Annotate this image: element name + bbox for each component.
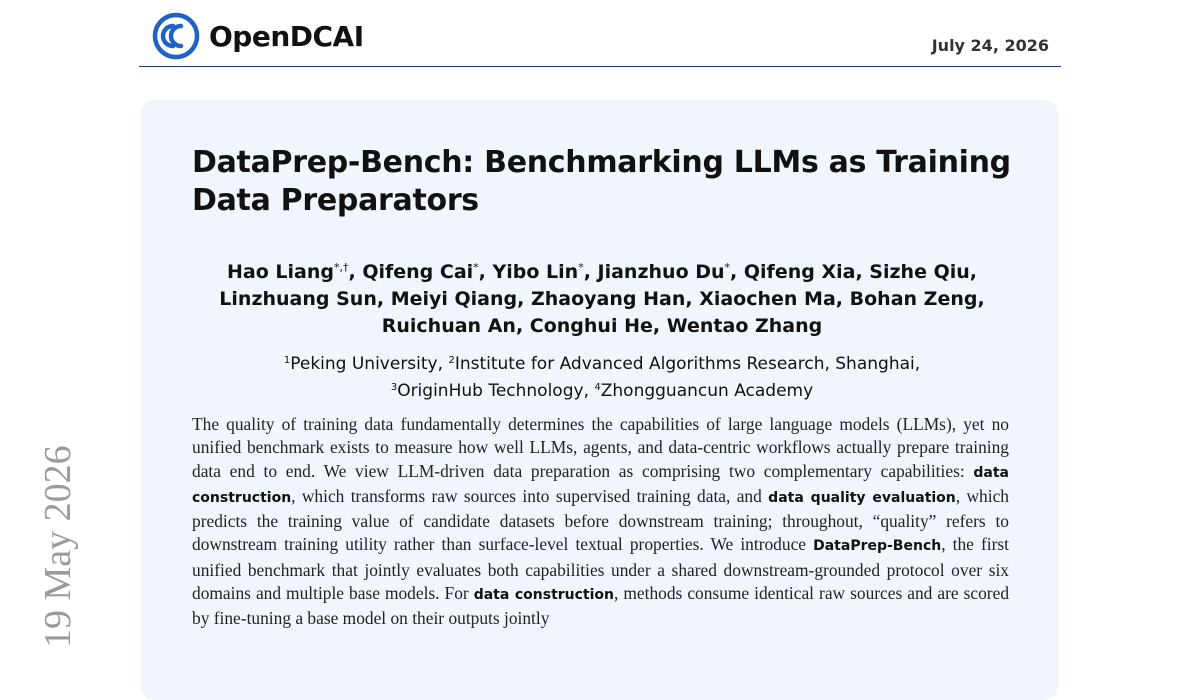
logo-text: OpenDCAI bbox=[209, 19, 364, 53]
affiliation-name: Peking University bbox=[290, 354, 438, 374]
author-name: Xiaochen Ma bbox=[699, 288, 836, 310]
abstract-text: , which predicts the training value of candidate datasets before downstream training; throughout, “quality” refers to downstream training utility rather than surface-level textual properties. We introduce bbox=[192, 485, 1009, 555]
page-header bbox=[139, 0, 1061, 67]
abstract-text: , the first unified benchmark that jointly evaluates both capabilities under a shared downstream-grounded protocol over six domains and multiple base models. For bbox=[192, 534, 1010, 604]
affiliation-marker: 1 bbox=[283, 355, 291, 366]
affiliation-marker: 3 bbox=[390, 382, 398, 393]
abstract-text: , methods consume identical raw sources and are scored by fine-tuning a base model on their outputs jointly bbox=[192, 583, 1010, 629]
author-name: Wentao Zhang bbox=[666, 315, 823, 337]
author-name: Zhaoyang Han bbox=[530, 288, 686, 310]
affiliation-name: Zhongguancun Academy bbox=[600, 381, 814, 401]
author-list: Hao Liang*,†, Qifeng Cai*, Yibo Lin*, Jianzhuo Du*, Qifeng Xia, Sizhe Qiu, Linzhuang Sun, Meiyi Qiang, Zhaoyang Han, Xiaochen Ma, Bohan Zeng, Ruichuan An, Conghui He, Wentao Zhang bbox=[219, 261, 985, 337]
author-name: Ruichuan An bbox=[381, 315, 516, 337]
author-name: Meiyi Qiang bbox=[390, 288, 518, 310]
affiliation-name: OriginHub Technology bbox=[397, 381, 584, 401]
keyword: data construction bbox=[473, 587, 615, 604]
affiliation-marker: 2 bbox=[448, 355, 455, 366]
affiliation-marker: 4 bbox=[594, 382, 601, 393]
logo bbox=[151, 12, 364, 60]
abstract bbox=[192, 413, 1009, 631]
author-marker: * bbox=[724, 261, 731, 274]
opendcai-logo-icon bbox=[151, 12, 201, 60]
author-name: Sizhe Qiu bbox=[869, 261, 970, 283]
keyword: data quality evaluation bbox=[768, 489, 956, 506]
author-marker: * bbox=[578, 261, 584, 274]
author-name: Yibo Lin bbox=[492, 261, 579, 283]
author-marker: *,† bbox=[333, 261, 349, 274]
author-name: Hao Liang bbox=[227, 261, 334, 283]
author-name: Jianzhuo Du bbox=[597, 261, 725, 283]
author-name: Bohan Zeng bbox=[849, 288, 978, 310]
paper-title: DataPrep-Bench: Benchmarking LLMs as Training Data Preparators bbox=[192, 145, 1011, 218]
author-name: Qifeng Cai bbox=[362, 261, 474, 283]
side-date-stamp: 19 May 2026 bbox=[37, 445, 79, 648]
author-name: Conghui He bbox=[529, 315, 653, 337]
affiliation-list: $^1$Peking University, $^2$Institute for Advanced Algorithms Research, Shanghai, $^3$OriginHub Technology, $^4$Zhongguancun Academy bbox=[283, 354, 921, 401]
header-date: July 24, 2026 bbox=[931, 36, 1049, 55]
paper-card bbox=[141, 100, 1058, 700]
keyword: DataPrep-Bench bbox=[813, 538, 942, 555]
author-name: Qifeng Xia bbox=[743, 261, 856, 283]
affiliation-name: Institute for Advanced Algorithms Research, Shanghai bbox=[454, 354, 915, 374]
keyword: data construction bbox=[192, 464, 1009, 506]
abstract-text: The quality of training data fundamentally determines the capabilities of large language models (LLMs), yet no unified benchmark exists to measure how well LLMs, agents, and data-centric workflows actually prepare training data end to end. We view LLM-driven data preparation as comprising two complementary capabilities: bbox=[192, 414, 1009, 481]
author-name: Linzhuang Sun bbox=[219, 288, 377, 310]
abstract-text: , which transforms raw sources into supervised training data, and bbox=[291, 485, 769, 506]
author-marker: * bbox=[473, 261, 479, 274]
